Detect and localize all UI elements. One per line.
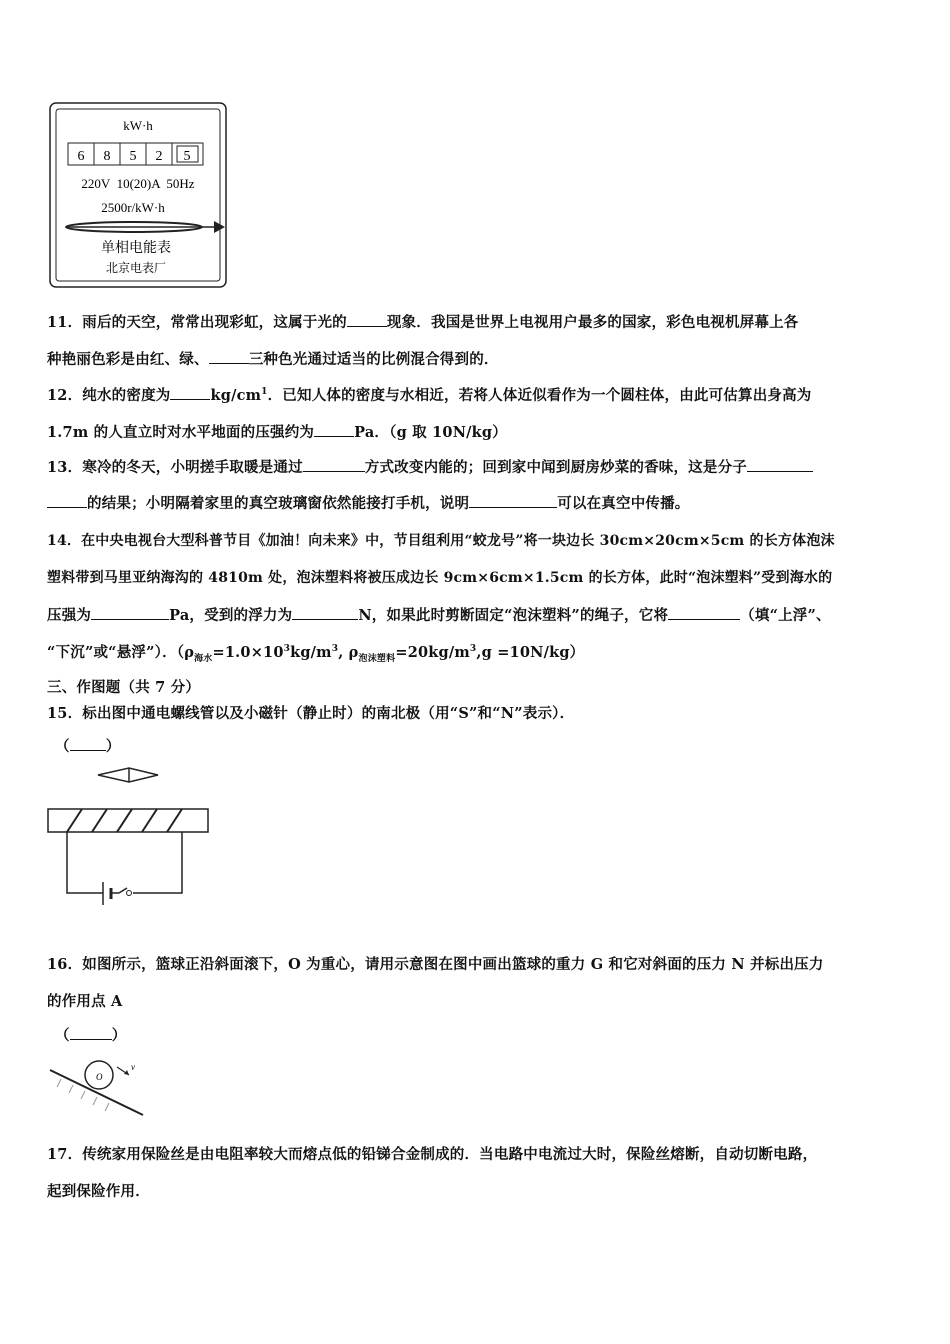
switch-icon: [111, 888, 132, 896]
answer-blank[interactable]: [747, 457, 813, 472]
q14-line-4: “下沉”或“悬浮”）．（$\rho_{海水}=1.0\times 10^3kg/m^3$, $\rho_{泡沫塑料}=20kg/m^3,g =10N/kg$）: [47, 644, 585, 664]
meter-rate: 2500r/kW·h: [101, 200, 165, 215]
meter-digit: 5: [129, 149, 137, 164]
incline-ball-figure: [47, 1053, 147, 1119]
q11-line-1: 11．雨后的天空，常常出现彩虹，这属于光的 现象．我国是世界上电视用户最多的国家，彩色电视机屏幕上各: [47, 314, 799, 331]
q13-line-1: 13．寒冷的冬天，小明搓手取暖是通过 方式改变内能的；回到家中闻到厨房炒菜的香味，这是分子: [47, 456, 813, 477]
meter-unit: kW·h: [123, 118, 153, 133]
meter-digit: 6: [77, 149, 85, 164]
answer-blank[interactable]: [70, 736, 106, 751]
answer-blank[interactable]: [70, 1025, 112, 1040]
q14-line-3: 压强为 Pa，受到的浮力为 N，如果此时剪断固定“泡沫塑料”的绳子，它将 （填“上浮”、: [47, 607, 831, 624]
q11-line-2: 种艳丽色彩是由红、绿、 三种色光通过适当的比例混合得到的．: [47, 351, 499, 368]
answer-blank[interactable]: [292, 605, 358, 620]
q17-line-2: 起到保险作用．: [47, 1183, 150, 1200]
answer-blank[interactable]: [91, 605, 169, 620]
answer-blank[interactable]: [314, 422, 354, 437]
q14-line-1: 14．在中央电视台大型科普节目《加油！向未来》中，节目组利用“蛟龙号”将一块边长 30cm×20cm×5cm 的长方体泡沫: [47, 533, 835, 549]
q14-line-2: 塑料带到马里亚纳海沟的 4810m 处，泡沫塑料将被压成边长 9cm×6cm×1.5cm 的长方体，此时“泡沫塑料”受到海水的: [47, 570, 833, 586]
solenoid-icon: [48, 809, 208, 832]
q15-answer-paren: （ ）: [55, 738, 121, 755]
q12-line-2: 1.7m 的人直立时对水平地面的压强约为 Pa．（g 取 10N/kg）: [47, 424, 507, 441]
solenoid-circuit-figure: [45, 762, 215, 917]
q16-answer-paren: （ ）: [55, 1027, 127, 1044]
answer-blank[interactable]: [347, 312, 387, 327]
answer-blank[interactable]: [209, 349, 249, 364]
answer-blank[interactable]: [469, 493, 557, 508]
answer-blank[interactable]: [303, 457, 365, 472]
compass-needle-icon: [98, 768, 158, 782]
meter-digit: 2: [155, 149, 163, 164]
section-heading: 三、作图题（共 7 分）: [47, 679, 201, 696]
meter-digit: 8: [103, 149, 111, 164]
q15-text: 15．标出图中通电螺线管以及小磁针（静止时）的南北极（用“S”和“N”表示）．: [47, 705, 575, 722]
answer-blank[interactable]: [170, 385, 210, 400]
q13-line-2: 的结果；小明隔着家里的真空玻璃窗依然能接打手机，说明 可以在真空中传播。: [47, 492, 690, 513]
velocity-label: v: [131, 1062, 135, 1072]
meter-name: 单相电能表: [101, 240, 171, 256]
meter-spec: 220V 10(20)A 50Hz: [81, 176, 195, 191]
circuit-wire: [67, 832, 182, 893]
q16-line-1: 16．如图所示，篮球正沿斜面滚下，O 为重心，请用示意图在图中画出篮球的重力 G 和它对斜面的压力 N 并标出压力: [47, 956, 824, 973]
answer-blank[interactable]: [668, 605, 740, 620]
q12-line-1: 12．纯水的密度为 $kg/cm^1$．已知人体的密度与水相近，若将人体近似看作为一个圆柱体，由此可估算出身高为: [47, 387, 812, 404]
q17-line-1: 17．传统家用保险丝是由电阻率较大而熔点低的铅锑合金制成的．当电路中电流过大时，保险丝熔断，自动切断电路，: [47, 1146, 818, 1163]
center-label: O: [96, 1072, 103, 1082]
electric-meter-figure: [49, 102, 227, 288]
q16-line-2: 的作用点 A: [47, 993, 123, 1010]
meter-maker: 北京电表厂: [105, 261, 167, 275]
velocity-arrow-icon: [117, 1067, 129, 1075]
battery-icon: [103, 882, 111, 905]
answer-blank[interactable]: [47, 493, 87, 508]
meter-digit: 5: [183, 149, 191, 164]
